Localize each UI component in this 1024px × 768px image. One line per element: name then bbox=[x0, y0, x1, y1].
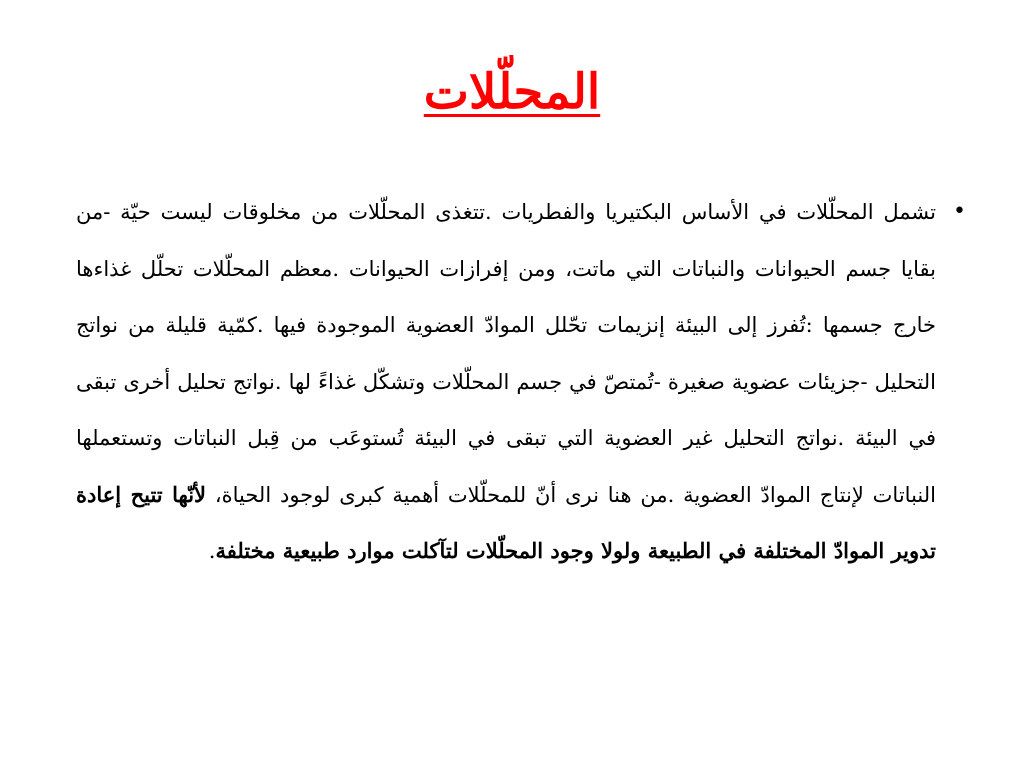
body-paragraph bbox=[76, 184, 936, 580]
body-end-punctuation: . bbox=[208, 539, 216, 563]
body-bold-text: لأنّها تتيح إعادة تدوير الموادّ المختلفة في الطبيعة ولولا وجود المحلّلات لتآكلت موارد طبيعية مختلفة bbox=[76, 481, 936, 563]
slide-body bbox=[76, 184, 966, 580]
slide-title bbox=[0, 52, 1024, 132]
slide-title-text: المحلّلات bbox=[423, 64, 601, 120]
body-regular-text: تشمل المحلّلات في الأساس البكتيريا والفطريات .تتغذى المحلّلات من مخلوقات ليست حيّة -من بقايا جسم الحيوانات والنباتات التي ماتت، ومن إفرازات الحيوانات .معظم المحلّلات تحلّل غذاءها خارج جسمها :تُفرز إلى البيئة إنزيمات تحّلل الموادّ العضوية الموجودة فيها .كمّية قليلة من نواتج التحليل -جزيئات عضوية صغيرة -تُمتصّ في جسم المحلّلات وتشكّل غذاءً لها .نواتج تحليل أخرى تبقى في البيئة .نواتج التحليل غير العضوية التي تبقى في البيئة تُستوعَب من قِبل النباتات وتستعملها النباتات لإنتاج الموادّ العضوية .من هنا نرى أنّ للمحلّلات أهمية كبرى لوجود الحياة، bbox=[76, 200, 936, 507]
bullet-icon: • bbox=[953, 199, 966, 224]
